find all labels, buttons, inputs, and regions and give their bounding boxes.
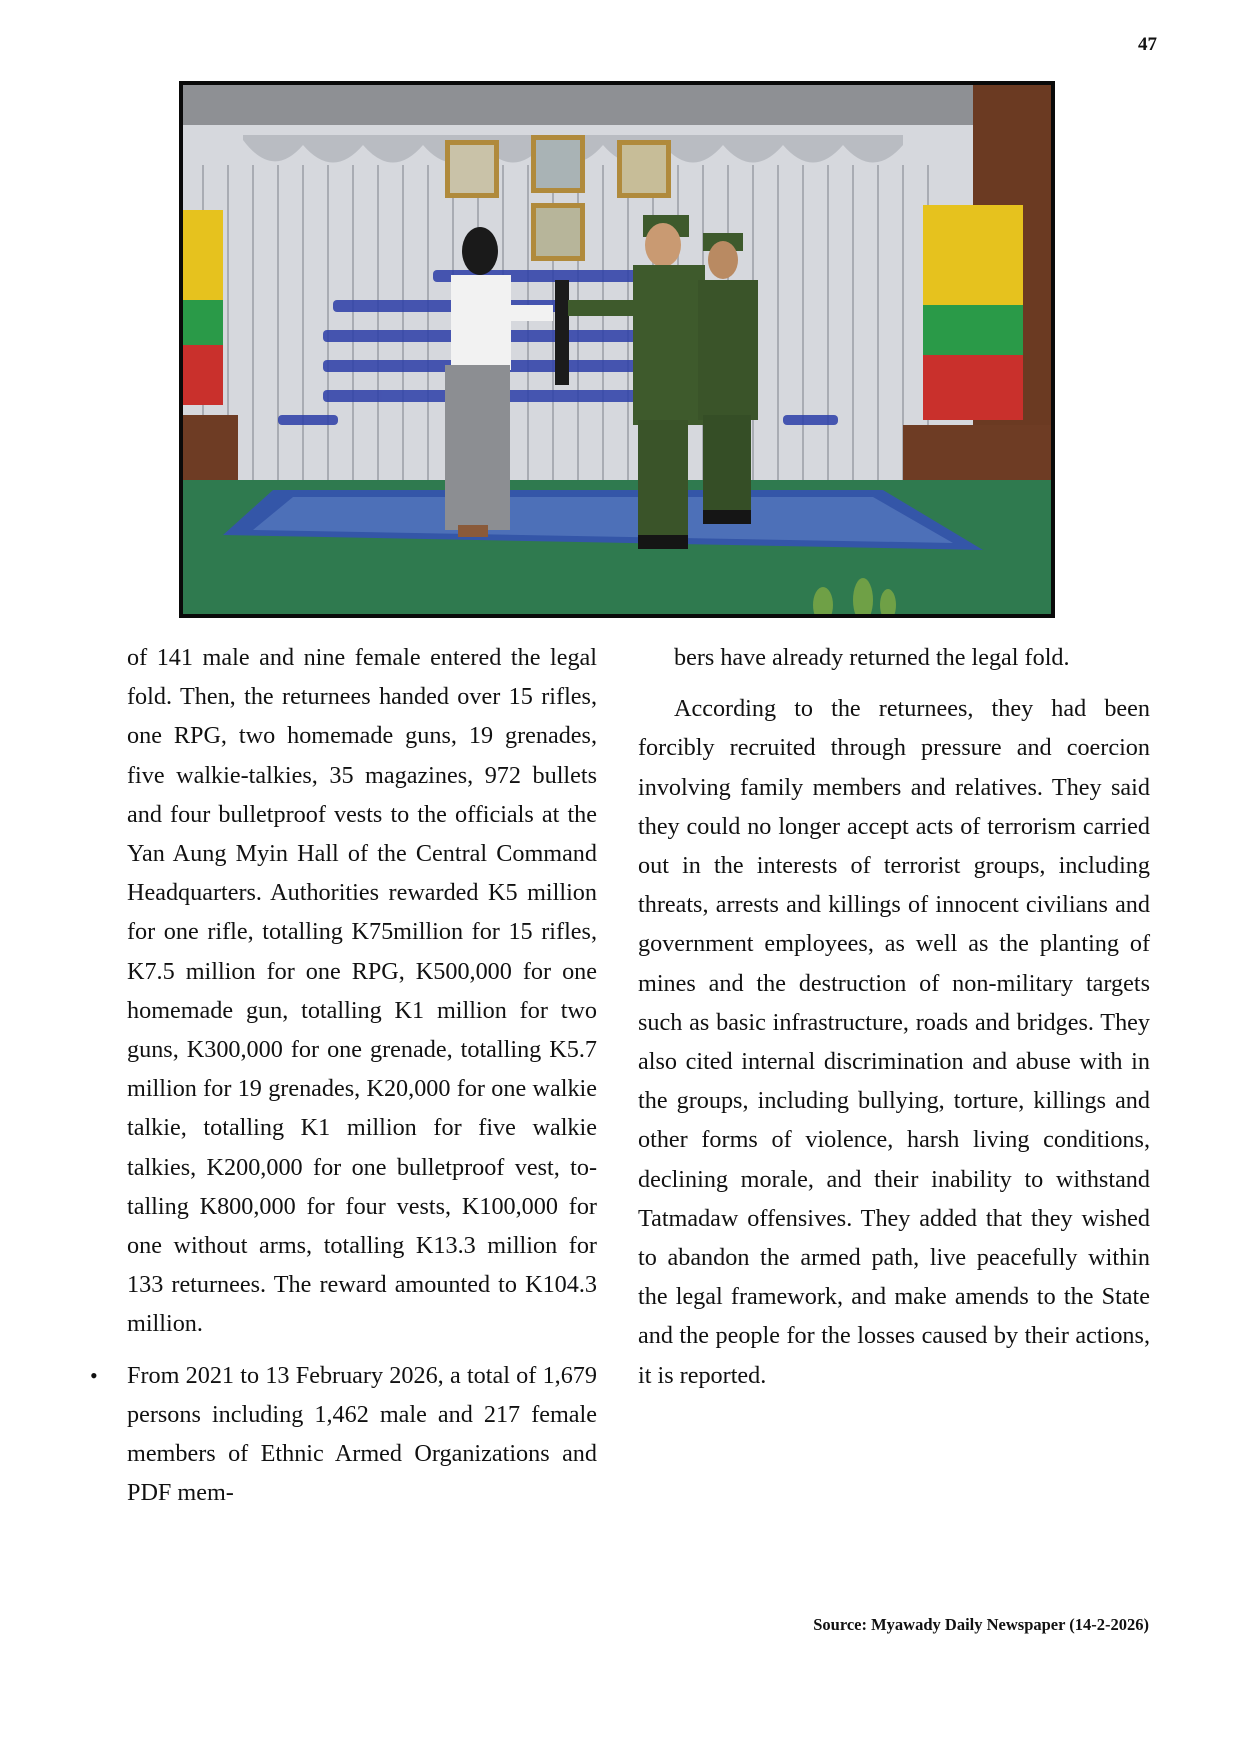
flags-right (923, 205, 1023, 420)
left-column (90, 638, 597, 1512)
podium-left (183, 415, 238, 485)
rifle (555, 280, 569, 385)
page-number: 47 (1138, 34, 1157, 55)
bullet-text: From 2021 to 13 February 2026, a total of 1,679 persons including 1,462 male and 217 female members of Ethnic Armed Organizations and PDF mem- (127, 1361, 597, 1507)
flags-left (183, 210, 223, 405)
ceremony-photo (179, 81, 1055, 618)
ceremony-photo-illustration (183, 85, 1051, 614)
paragraph-returnee-reasons: According to the returnees, they had been forcibly recruited through pressure and coercion involving family members and relatives. They said they could no longer accept acts of terrorism carried out in the interests of terrorist groups, including threats, arrests and killings of innocent civilians and government employees, as well as the planting of mines and the destruction of non-military targets such as basic infrastructure, roads and bridges. They also cited internal discrimination and abuse with in the groups, including bullying, torture, killings and other forms of violence, harsh living conditions, declining morale, and their inability to withstand Tatmadaw offensives. They added that they wished to abandon the armed path, live peacefully within the legal framework, and make amends to the State and the people for the losses caused by their actions, it is reported. (638, 695, 1150, 1389)
paragraph-rewards: of 141 male and nine female entered the legal fold. Then, the returnees handed over 15 rifles, one RPG, two homemade guns, 19 grenades, five walkie-talkies, 35 magazines, 972 bullets and four bulletproof vests to the officials at the Yan Aung Myin Hall of the Central Command Headquarters. Authorities rewarded K5 million for one rifle, totalling K75million for 15 rifles, K7.5 million for one RPG, K500,000 for one homemade gun, totalling K1 million for two guns, K300,000 for one grenade, totalling K5.7 million for 19 grenades, K20,000 for one walkie talkie, totalling K1 million for five walkie talkies, K200,000 for one bulletproof vest, totalling K800,000 for four vests, K100,000 for one without arms, totalling K13.3 million for 133 returnees. The reward amounted to K104.3 million. (127, 644, 597, 1338)
bullet-item-returnee-totals (90, 1356, 597, 1513)
bullet-icon: • (90, 1362, 98, 1388)
bullet-text-continued: bers have already returned the legal fold. (674, 644, 1070, 671)
right-column (638, 638, 1150, 1395)
source-citation: Source: Myawady Daily Newspaper (14-2-2026) (813, 1615, 1149, 1634)
